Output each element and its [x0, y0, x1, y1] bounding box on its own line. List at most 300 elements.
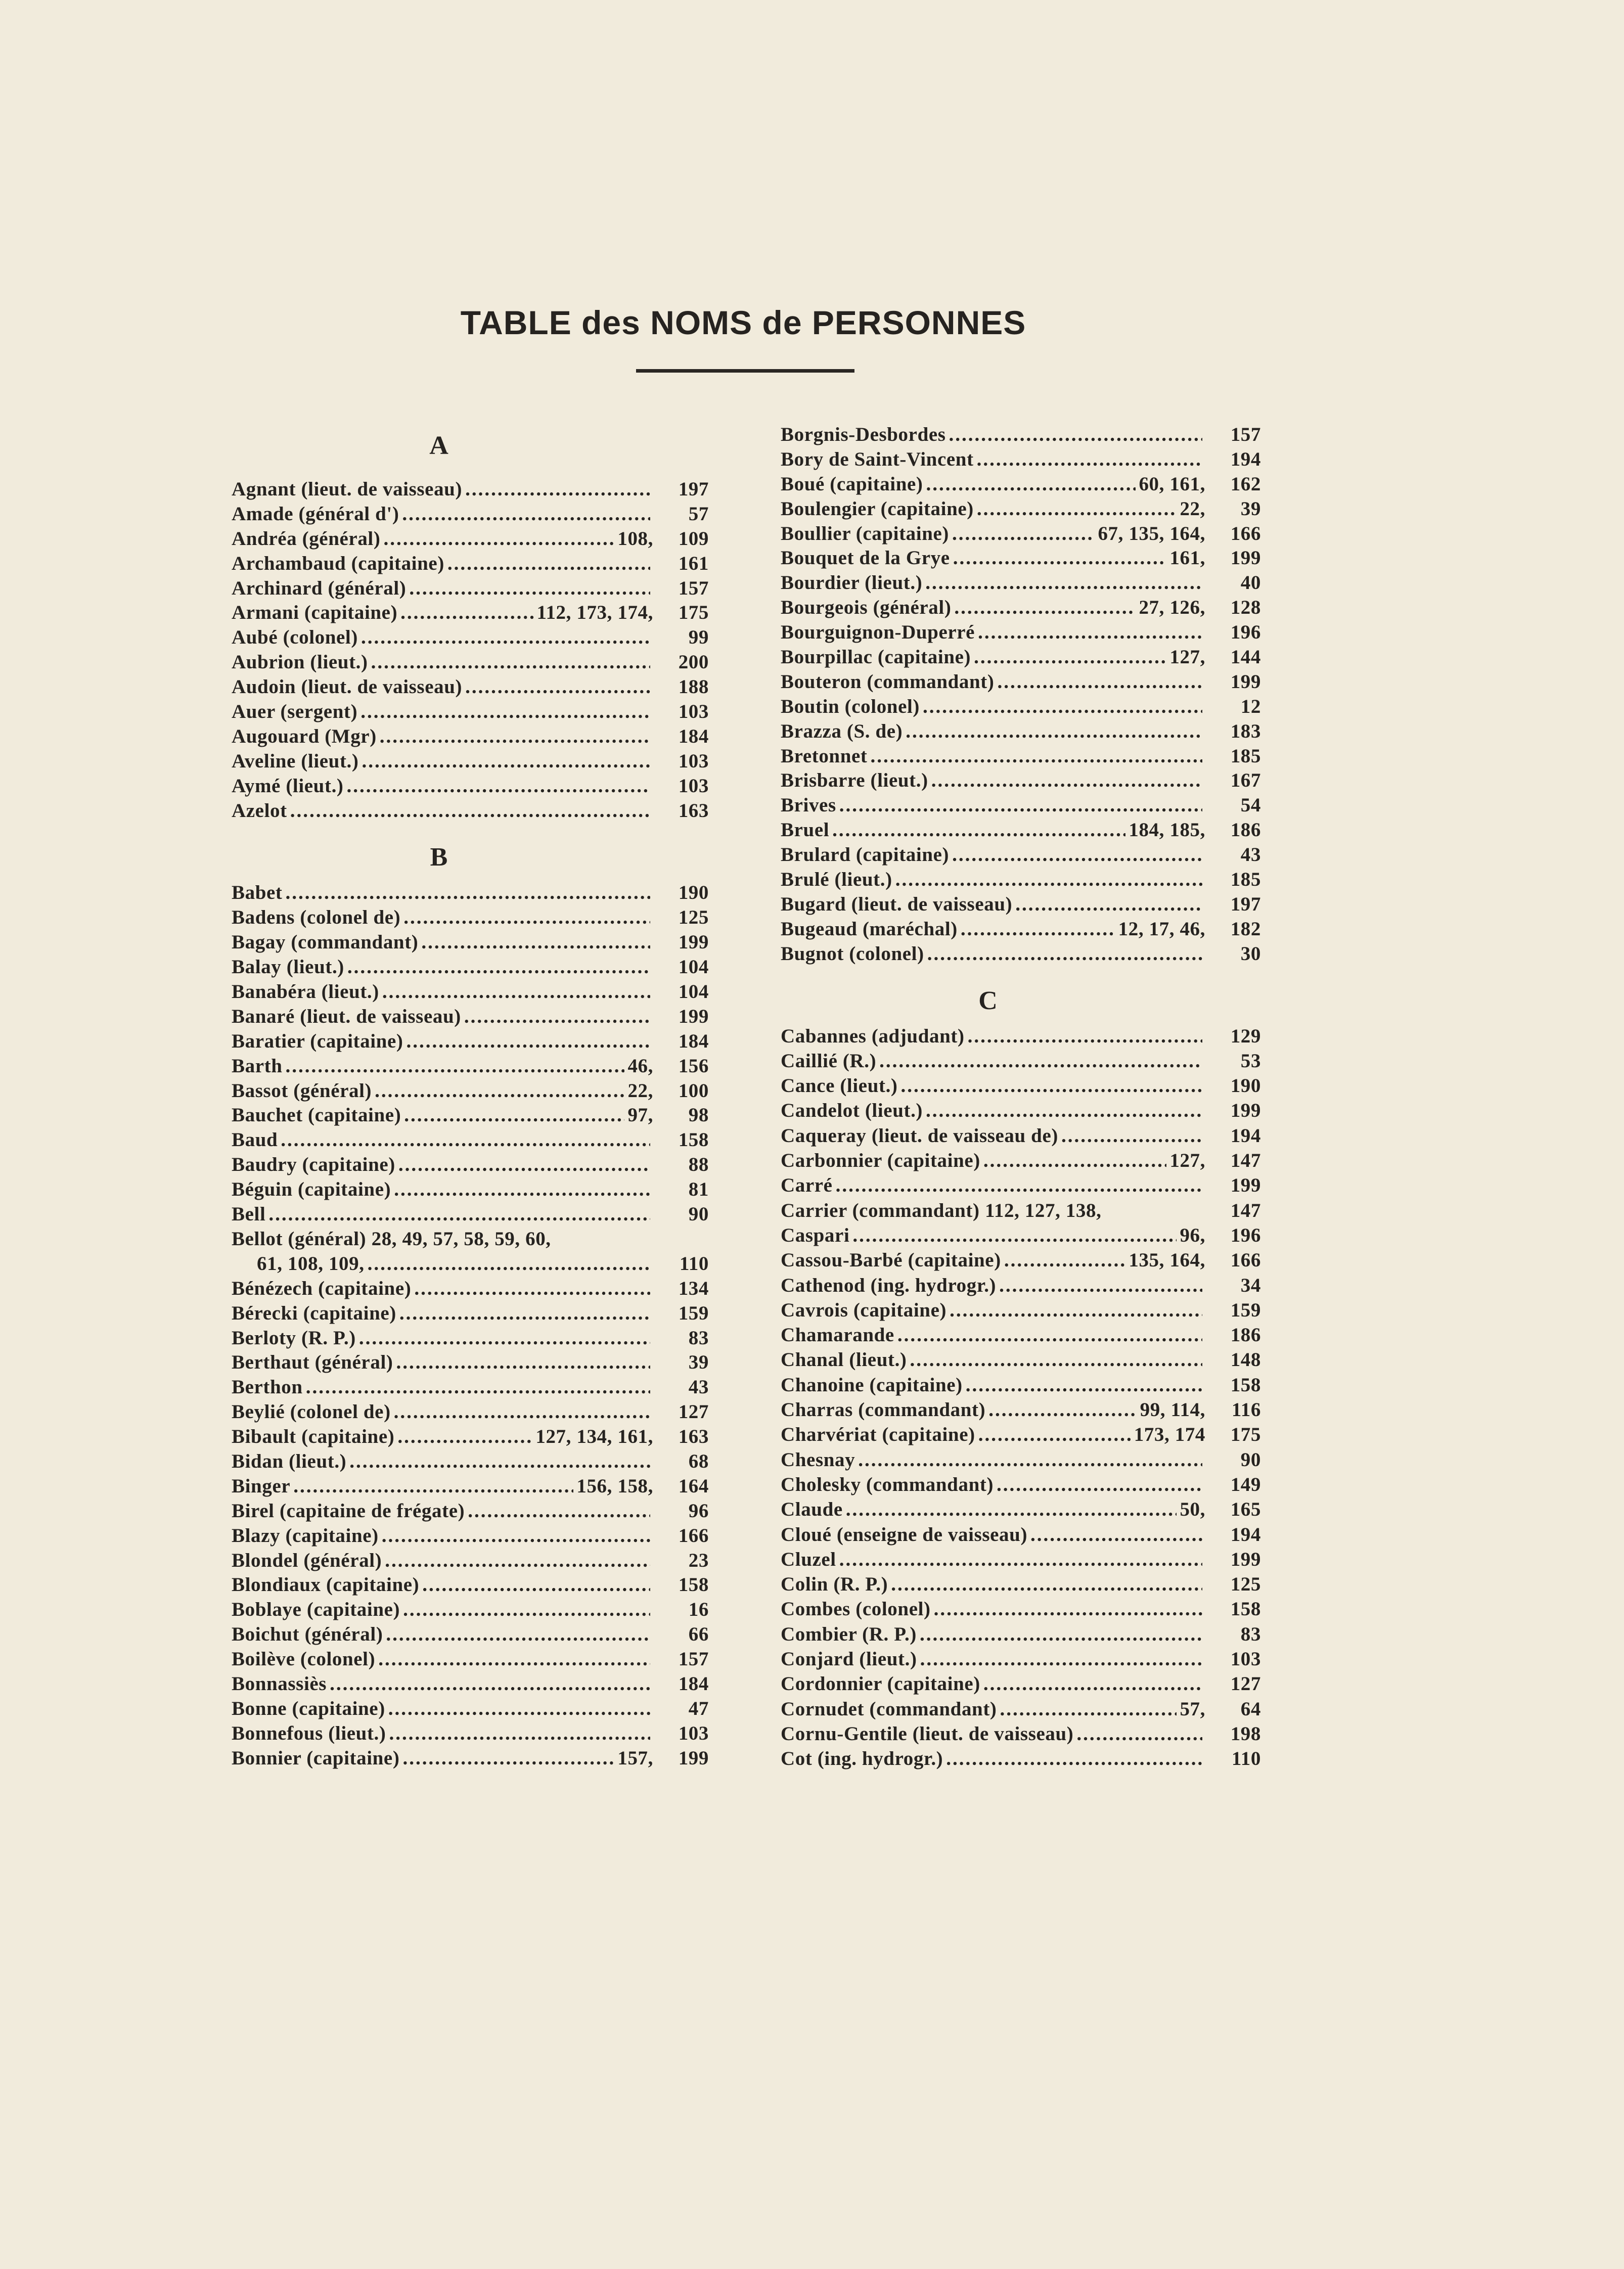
index-entry	[781, 1672, 1261, 1697]
dot-leader	[988, 1398, 1137, 1423]
entry-pages: 97,	[627, 1104, 653, 1126]
dot-leader	[931, 768, 1202, 793]
index-entry	[781, 1199, 1261, 1223]
entry-name: Cot (ing. hydrogr.)	[781, 1748, 943, 1770]
index-entry	[781, 1274, 1261, 1298]
entry-last-page: 109	[678, 527, 709, 550]
index-entry	[232, 1277, 709, 1301]
dot-leader	[1015, 892, 1202, 917]
entry-last-page: 81	[688, 1178, 709, 1201]
entry-name: Balay (lieut.)	[232, 956, 344, 978]
dot-leader	[385, 1549, 650, 1573]
index-entry	[781, 1572, 1261, 1597]
index-section	[232, 423, 709, 823]
dot-leader	[966, 1373, 1202, 1398]
dot-leader	[465, 675, 650, 700]
index-entry	[232, 1573, 709, 1598]
dot-leader	[347, 774, 650, 799]
entry-pages: 135, 164,	[1129, 1249, 1205, 1272]
entry-name: Brulard (capitaine)	[781, 844, 950, 866]
dot-leader	[952, 843, 1202, 868]
index-entry	[232, 1128, 709, 1153]
entry-name: Bauchet (capitaine)	[232, 1104, 401, 1126]
entry-name: Bidan (lieut.)	[232, 1450, 347, 1472]
dot-leader	[997, 1473, 1202, 1497]
dot-leader	[1030, 1523, 1202, 1548]
dot-leader	[897, 1323, 1202, 1348]
title-underline	[636, 369, 854, 373]
dot-leader	[464, 1005, 650, 1029]
dot-leader	[949, 423, 1202, 447]
index-entry	[781, 1697, 1261, 1722]
entry-name: Boué (capitaine)	[781, 473, 923, 495]
dot-leader	[402, 502, 650, 527]
entry-name: Bonne (capitaine)	[232, 1697, 385, 1719]
entry-last-page: 34	[1240, 1274, 1261, 1296]
entry-last-page: 166	[1230, 1249, 1261, 1272]
dot-leader	[293, 1474, 573, 1499]
dot-leader	[402, 1746, 614, 1771]
index-entry	[781, 1298, 1261, 1323]
dot-leader	[910, 1348, 1202, 1373]
index-entry	[232, 625, 709, 650]
entry-name: Boutin (colonel)	[781, 695, 920, 717]
dot-leader	[398, 1153, 650, 1177]
entry-last-page: 157	[678, 577, 709, 599]
entry-name: Bourgeois (général)	[781, 597, 952, 619]
index-entry	[781, 1248, 1261, 1273]
dot-leader	[968, 1024, 1202, 1049]
entry-pages: 157,	[617, 1747, 653, 1769]
dot-leader	[997, 670, 1202, 695]
entry-last-page: 147	[1230, 1199, 1261, 1221]
entry-last-page: 163	[678, 799, 709, 822]
dot-leader	[281, 1128, 650, 1153]
index-entry	[781, 1024, 1261, 1049]
index-entry	[781, 1523, 1261, 1548]
entry-pages: 127,	[1169, 646, 1205, 668]
dot-leader	[421, 930, 650, 955]
entry-last-page: 110	[679, 1252, 709, 1275]
entry-last-page: 90	[688, 1203, 709, 1226]
entry-last-page: 184	[678, 1030, 709, 1052]
entry-last-page: 16	[688, 1599, 709, 1621]
index-entry	[781, 423, 1261, 447]
dot-leader	[1000, 1697, 1177, 1722]
index-section	[781, 423, 1261, 967]
index-entry	[781, 719, 1261, 744]
entry-last-page: 125	[1230, 1573, 1261, 1596]
entry-last-page: 186	[1230, 1324, 1261, 1346]
entry-last-page: 66	[688, 1623, 709, 1646]
dot-leader	[447, 552, 650, 576]
section-letter-heading: B	[430, 843, 448, 872]
entry-last-page: 116	[1231, 1399, 1261, 1421]
entry-last-page: 158	[1230, 1374, 1261, 1396]
dot-leader	[394, 1400, 650, 1425]
entry-last-page: 182	[1230, 918, 1261, 940]
index-entry	[781, 818, 1261, 843]
entry-last-page: 96	[688, 1500, 709, 1522]
entry-name: Bretonnet	[781, 745, 868, 767]
entry-name: Cassou-Barbé (capitaine)	[781, 1249, 1001, 1272]
dot-leader	[383, 527, 614, 552]
index-entry	[232, 881, 709, 905]
entry-last-page: 104	[678, 956, 709, 978]
index-entry	[781, 793, 1261, 818]
index-entry	[781, 843, 1261, 868]
entry-name: Béguin (capitaine)	[232, 1178, 391, 1201]
dot-leader	[403, 1598, 650, 1622]
entry-last-page: 43	[1240, 844, 1261, 866]
entry-last-page: 157	[678, 1648, 709, 1670]
index-entry	[781, 546, 1261, 571]
entry-name: Borgnis-Desbordes	[781, 424, 946, 445]
entry-pages: 99, 114,	[1140, 1399, 1205, 1421]
entry-name: Brisbarre (lieut.)	[781, 769, 928, 792]
entry-last-page: 190	[678, 882, 709, 904]
entry-name: Bouquet de la Grye	[781, 547, 950, 569]
entry-pages: 46,	[627, 1055, 653, 1077]
entry-name: Charvériat (capitaine)	[781, 1424, 975, 1446]
entry-pages: 96,	[1180, 1224, 1205, 1246]
entry-name: Amade (général d')	[232, 503, 399, 525]
entry-name: Blazy (capitaine)	[232, 1524, 379, 1547]
entry-name: Combier (R. P.)	[781, 1623, 917, 1645]
entry-name: Andréa (général)	[232, 527, 381, 550]
entry-last-page: 43	[688, 1376, 709, 1398]
dot-leader	[983, 1672, 1202, 1697]
index-entry	[232, 799, 709, 824]
dot-leader	[359, 1326, 650, 1351]
index-entry	[232, 477, 709, 502]
index-entry	[781, 1722, 1261, 1747]
index-entry	[232, 1326, 709, 1351]
entry-name: Cornudet (commandant)	[781, 1698, 997, 1720]
dot-leader	[879, 1049, 1202, 1074]
entry-name: Berthon	[232, 1376, 303, 1398]
entry-last-page: 103	[678, 750, 709, 772]
entry-last-page: 40	[1240, 572, 1261, 594]
index-entry	[232, 1153, 709, 1177]
dot-leader	[468, 1499, 650, 1524]
entry-last-page: 103	[678, 1722, 709, 1744]
entry-last-page: 175	[1230, 1424, 1261, 1446]
entry-last-page: 199	[1230, 547, 1261, 569]
entry-last-page: 128	[1230, 597, 1261, 619]
entry-pages: 108,	[617, 527, 653, 550]
dot-leader	[950, 1298, 1202, 1323]
entry-last-page: 199	[1230, 1100, 1261, 1122]
dot-leader	[983, 1149, 1166, 1173]
dot-leader	[923, 695, 1202, 719]
dot-leader	[977, 447, 1202, 472]
entry-last-page: 159	[1230, 1299, 1261, 1321]
entry-last-page: 199	[1230, 670, 1261, 693]
entry-name: Blondiaux (capitaine)	[232, 1574, 420, 1596]
dot-leader	[388, 1697, 650, 1721]
entry-last-page: 156	[678, 1055, 709, 1077]
entry-name: Auer (sergent)	[232, 701, 358, 723]
dot-leader	[371, 650, 650, 675]
index-entry	[781, 1423, 1261, 1447]
entry-pages: 27, 126,	[1139, 597, 1205, 619]
entry-last-page: 184	[678, 1672, 709, 1695]
entry-name: Cabannes (adjudant)	[781, 1025, 965, 1047]
index-entry	[781, 571, 1261, 596]
dot-leader	[375, 1079, 624, 1104]
dot-leader	[946, 1747, 1202, 1772]
index-entry	[781, 645, 1261, 670]
entry-last-page: 129	[1230, 1025, 1261, 1047]
index-entry	[232, 552, 709, 576]
section-letter-heading: A	[429, 431, 448, 460]
entry-name: Aubrion (lieut.)	[232, 651, 368, 673]
entry-last-page: 157	[1230, 424, 1261, 445]
index-entry	[232, 675, 709, 700]
entry-last-page: 103	[678, 701, 709, 723]
index-entry	[781, 917, 1261, 942]
dot-leader	[906, 719, 1202, 744]
dot-leader	[999, 1274, 1202, 1298]
index-entry	[781, 744, 1261, 769]
entry-name: Cluzel	[781, 1548, 836, 1570]
entry-last-page: 23	[688, 1549, 709, 1571]
dot-leader	[409, 576, 650, 601]
entry-last-page: 110	[1231, 1748, 1261, 1770]
index-entry	[232, 1524, 709, 1549]
entry-last-page: 196	[1230, 1224, 1261, 1246]
dot-leader	[832, 818, 1125, 843]
dot-leader	[465, 477, 650, 502]
index-entry	[781, 1597, 1261, 1622]
entry-last-page: 68	[688, 1450, 709, 1472]
entry-name: Armani (capitaine)	[232, 602, 398, 624]
entry-last-page: 199	[1230, 1174, 1261, 1197]
entry-name: Bugeaud (maréchal)	[781, 918, 958, 940]
entry-name: Caspari	[781, 1224, 850, 1246]
index-entry	[781, 670, 1261, 695]
entry-name: Bénézech (capitaine)	[232, 1277, 412, 1299]
entry-name: Boblaye (capitaine)	[232, 1599, 400, 1621]
entry-name: Archambaud (capitaine)	[232, 552, 444, 574]
entry-name: 61, 108, 109,	[257, 1252, 365, 1275]
entry-last-page: 144	[1230, 646, 1261, 668]
entry-last-page: 90	[1240, 1448, 1261, 1471]
index-entry	[232, 1449, 709, 1474]
entry-name: Berloty (R. P.)	[232, 1327, 356, 1349]
entry-name: Bérecki (capitaine)	[232, 1302, 396, 1324]
index-entry	[781, 447, 1261, 472]
index-entry	[232, 1177, 709, 1202]
index-entry	[232, 1622, 709, 1647]
entry-name: Bugnot (colonel)	[781, 942, 924, 965]
index-entry	[232, 1549, 709, 1573]
entry-pages: 12, 17, 46,	[1118, 918, 1205, 940]
index-entry	[232, 601, 709, 625]
entry-last-page: 12	[1240, 695, 1261, 717]
index-entry	[232, 1400, 709, 1425]
index-entry	[781, 1173, 1261, 1198]
dot-leader	[846, 1497, 1177, 1522]
entry-last-page: 103	[678, 775, 709, 797]
index-entry	[232, 930, 709, 955]
dot-leader	[290, 799, 650, 824]
entry-name: Bell	[232, 1203, 266, 1226]
entry-name: Carré	[781, 1174, 833, 1197]
index-entry	[232, 527, 709, 552]
dot-leader	[934, 1597, 1202, 1622]
dot-leader	[839, 1548, 1202, 1572]
entry-last-page: 39	[1240, 497, 1261, 520]
dot-leader	[396, 1350, 650, 1375]
dot-leader	[268, 1202, 650, 1227]
index-entry	[232, 905, 709, 930]
entry-name: Cloué (enseigne de vaisseau)	[781, 1523, 1028, 1546]
index-entry	[232, 1499, 709, 1524]
entry-name: Combes (colonel)	[781, 1598, 931, 1620]
index-entry	[232, 1721, 709, 1746]
entry-last-page: 190	[1230, 1075, 1261, 1097]
index-entry	[232, 1474, 709, 1499]
entry-name: Baratier (capitaine)	[232, 1030, 403, 1052]
dot-leader	[961, 917, 1115, 942]
entry-name: Cavrois (capitaine)	[781, 1299, 947, 1321]
index-entry	[232, 1350, 709, 1375]
dot-leader	[404, 1103, 624, 1128]
dot-leader	[347, 955, 650, 980]
index-entry	[781, 1323, 1261, 1348]
index-entry	[232, 980, 709, 1005]
index-entry	[781, 1348, 1261, 1373]
entry-last-page: 134	[678, 1277, 709, 1299]
index-entry	[781, 1074, 1261, 1099]
index-entry	[781, 1373, 1261, 1398]
entry-last-page: 194	[1230, 1124, 1261, 1147]
index-entry	[232, 502, 709, 527]
index-entry	[781, 1149, 1261, 1173]
entry-name: Bruel	[781, 819, 830, 841]
dot-leader	[306, 1375, 650, 1400]
entry-name: Conjard (lieut.)	[781, 1648, 917, 1670]
index-entry	[781, 868, 1261, 892]
dot-leader	[920, 1647, 1202, 1672]
index-entry	[232, 1647, 709, 1672]
entry-last-page: 185	[1230, 745, 1261, 767]
section-letter-heading: C	[978, 986, 998, 1015]
entry-name: Cance (lieut.)	[781, 1075, 898, 1097]
dot-leader	[386, 1622, 650, 1647]
entry-last-page: 103	[1230, 1648, 1261, 1670]
entry-last-page: 158	[678, 1574, 709, 1596]
entry-name: Brazza (S. de)	[781, 720, 903, 742]
entry-last-page: 188	[678, 676, 709, 698]
dot-leader	[926, 1099, 1202, 1123]
dot-leader	[954, 596, 1136, 620]
entry-pages: 22,	[627, 1079, 653, 1102]
entry-name: Augouard (Mgr)	[232, 725, 377, 747]
entry-last-page: 83	[688, 1327, 709, 1349]
entry-pages: 57,	[1180, 1698, 1205, 1720]
index-entry	[781, 1099, 1261, 1123]
index-entry	[232, 1425, 709, 1449]
entry-name: Brulé (lieut.)	[781, 869, 892, 891]
entry-last-page: 186	[1230, 819, 1261, 841]
entry-name: Aubé (colonel)	[232, 626, 358, 649]
entry-last-page: 166	[1230, 522, 1261, 544]
dot-leader	[368, 1252, 650, 1277]
dot-leader	[382, 1524, 650, 1549]
index-entry	[781, 1647, 1261, 1672]
entry-last-page: 47	[688, 1697, 709, 1719]
entry-last-page: 148	[1230, 1349, 1261, 1371]
index-column-right	[781, 423, 1261, 1772]
entry-name: Archinard (général)	[232, 577, 407, 599]
entry-name: Badens (colonel de)	[232, 906, 401, 929]
dot-leader	[380, 724, 650, 749]
dot-leader	[406, 1029, 650, 1054]
entry-last-page: 199	[678, 1005, 709, 1027]
index-entry	[232, 955, 709, 980]
entry-last-page: 175	[678, 602, 709, 624]
index-entry	[781, 1473, 1261, 1497]
entry-last-page: 83	[1240, 1623, 1261, 1645]
entry-name: Caqueray (lieut. de vaisseau de)	[781, 1124, 1058, 1147]
entry-name: Bugard (lieut. de vaisseau)	[781, 893, 1013, 915]
entry-last-page: 158	[678, 1129, 709, 1151]
entry-pages: 50,	[1180, 1499, 1205, 1521]
entry-last-page: 159	[678, 1302, 709, 1324]
dot-leader	[286, 881, 651, 905]
entry-pages: 112, 173, 174,	[536, 602, 653, 624]
dot-leader	[400, 601, 533, 625]
entry-name: Blondel (général)	[232, 1549, 382, 1571]
index-entry	[232, 724, 709, 749]
index-entry	[781, 472, 1261, 497]
entry-last-page: 64	[1240, 1698, 1261, 1720]
index-entry	[781, 1548, 1261, 1572]
index-entry	[232, 650, 709, 675]
entry-last-page: 149	[1230, 1473, 1261, 1495]
entry-pages: 60, 161,	[1139, 473, 1205, 495]
dot-leader	[952, 522, 1095, 547]
entry-pages: 22,	[1180, 497, 1205, 520]
entry-last-page: 165	[1230, 1499, 1261, 1521]
entry-name: Boichut (général)	[232, 1623, 383, 1646]
entry-name: Chanal (lieut.)	[781, 1349, 907, 1371]
entry-name: Agnant (lieut. de vaisseau)	[232, 478, 463, 500]
entry-last-page: 199	[678, 1747, 709, 1769]
index-entry	[781, 942, 1261, 967]
dot-leader	[361, 625, 650, 650]
entry-last-page: 164	[678, 1475, 709, 1497]
entry-name: Bourpillac (capitaine)	[781, 646, 971, 668]
entry-pages: 127,	[1169, 1150, 1205, 1172]
index-entry	[232, 1301, 709, 1326]
dot-leader	[977, 497, 1177, 522]
dot-leader	[394, 1177, 650, 1202]
dot-leader	[974, 645, 1166, 670]
index-entry	[781, 1223, 1261, 1248]
dot-leader	[978, 620, 1202, 645]
entry-name: Baudry (capitaine)	[232, 1154, 395, 1176]
dot-leader	[895, 868, 1202, 892]
dot-leader	[378, 1647, 650, 1672]
entry-name: Candelot (lieut.)	[781, 1100, 923, 1122]
entry-name: Beylié (colonel de)	[232, 1401, 391, 1423]
index-entry	[232, 576, 709, 601]
index-entry	[232, 1697, 709, 1721]
